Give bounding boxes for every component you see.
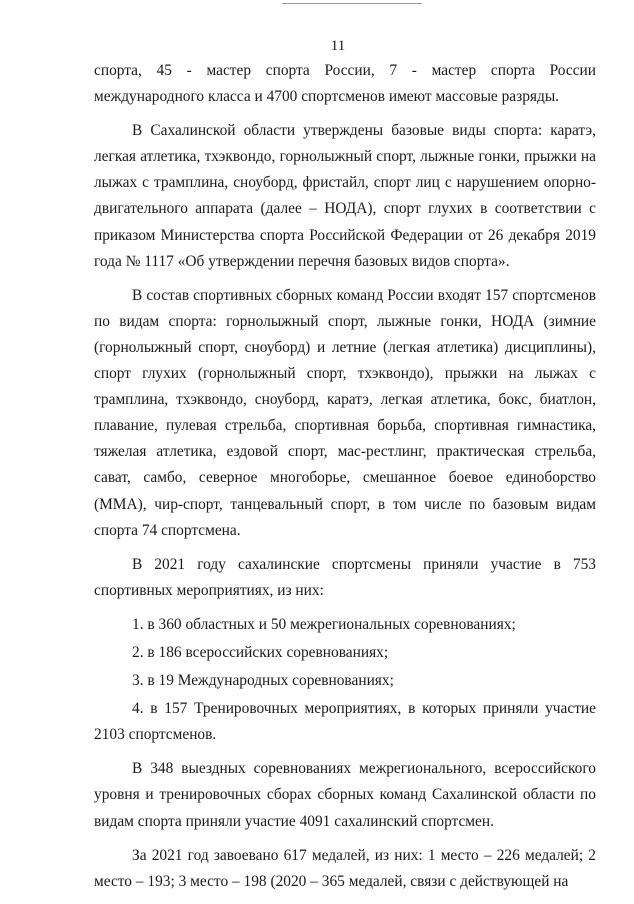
paragraph-events-2021: В 2021 году сахалинские спортсмены приняли участие в 753 спортивных мероприятиях, из них: [94, 555, 596, 599]
list-item-international: 3. в 19 Международных соревнованиях; [132, 672, 394, 690]
list-item-training: 4. в 157 Тренировочных мероприятиях, в которых приняли участие 2103 спортсменов. [94, 700, 596, 744]
paragraph-base-sports: В Сахалинской области утверждены базовые виды спорта: каратэ, легкая атлетика, тхэквондо, горнолыжный спорт, лыжные гонки, прыжки на лыжах с трамплина, сноуборд, фристайл, спорт лиц с нарушением опорно-двигательного аппарата (далее – НОДА), спорт глухих в соответствии с приказом Министерства спорта Российской Федерации от 26 декабря 2019 года № 1117 «Об утверждении перечня базовых видов спорта». [94, 122, 596, 270]
paragraph-continuation: спорта, 45 - мастер спорта России, 7 - мастер спорта России международного класса и 4700 спортсменов имеют массовые разряды. [94, 62, 596, 106]
list-item-regional: 1. в 360 областных и 50 межрегиональных соревнованиях; [132, 615, 516, 633]
top-divider-line [282, 3, 422, 4]
list-item-all-russian: 2. в 186 всероссийских соревнованиях; [132, 643, 389, 661]
paragraph-away-competitions: В 348 выездных соревнованиях межрегионального, всероссийского уровня и тренировочных сборах сборных команд Сахалинской области по видам спорта приняли участие 4091 сахалинский спортсмен. [94, 760, 596, 830]
page-number: 11 [330, 38, 346, 54]
paragraph-national-teams: В состав спортивных сборных команд России входят 157 спортсменов по видам спорта: горнолыжный спорт, лыжные гонки, НОДА (зимние (горнолыжный спорт, сноуборд) и летние (легкая атлетика) дисциплины), спорт глухих (горнолыжный спорт, тхэквондо), прыжки на лыжах с трамплина, тхэквондо, сноуборд, каратэ, легкая атлетика, бокс, биатлон, плавание, пулевая стрельба, спортивная борьба, спортивная гимнастика, тяжелая атлетика, ездовой спорт, мас-рестлинг, практическая стрельба, сават, самбо, северное многоборье, смешанное боевое единоборство (ММА), чир-спорт, танцевальный спорт, в том числе по базовым видам спорта 74 спортсмена. [94, 286, 596, 539]
paragraph-medals: За 2021 год завоевано 617 медалей, из них: 1 место – 226 медалей; 2 место – 193; 3 место – 198 (2020 – 365 медалей, связи с действующей на [94, 846, 596, 890]
document-body [94, 58, 596, 903]
